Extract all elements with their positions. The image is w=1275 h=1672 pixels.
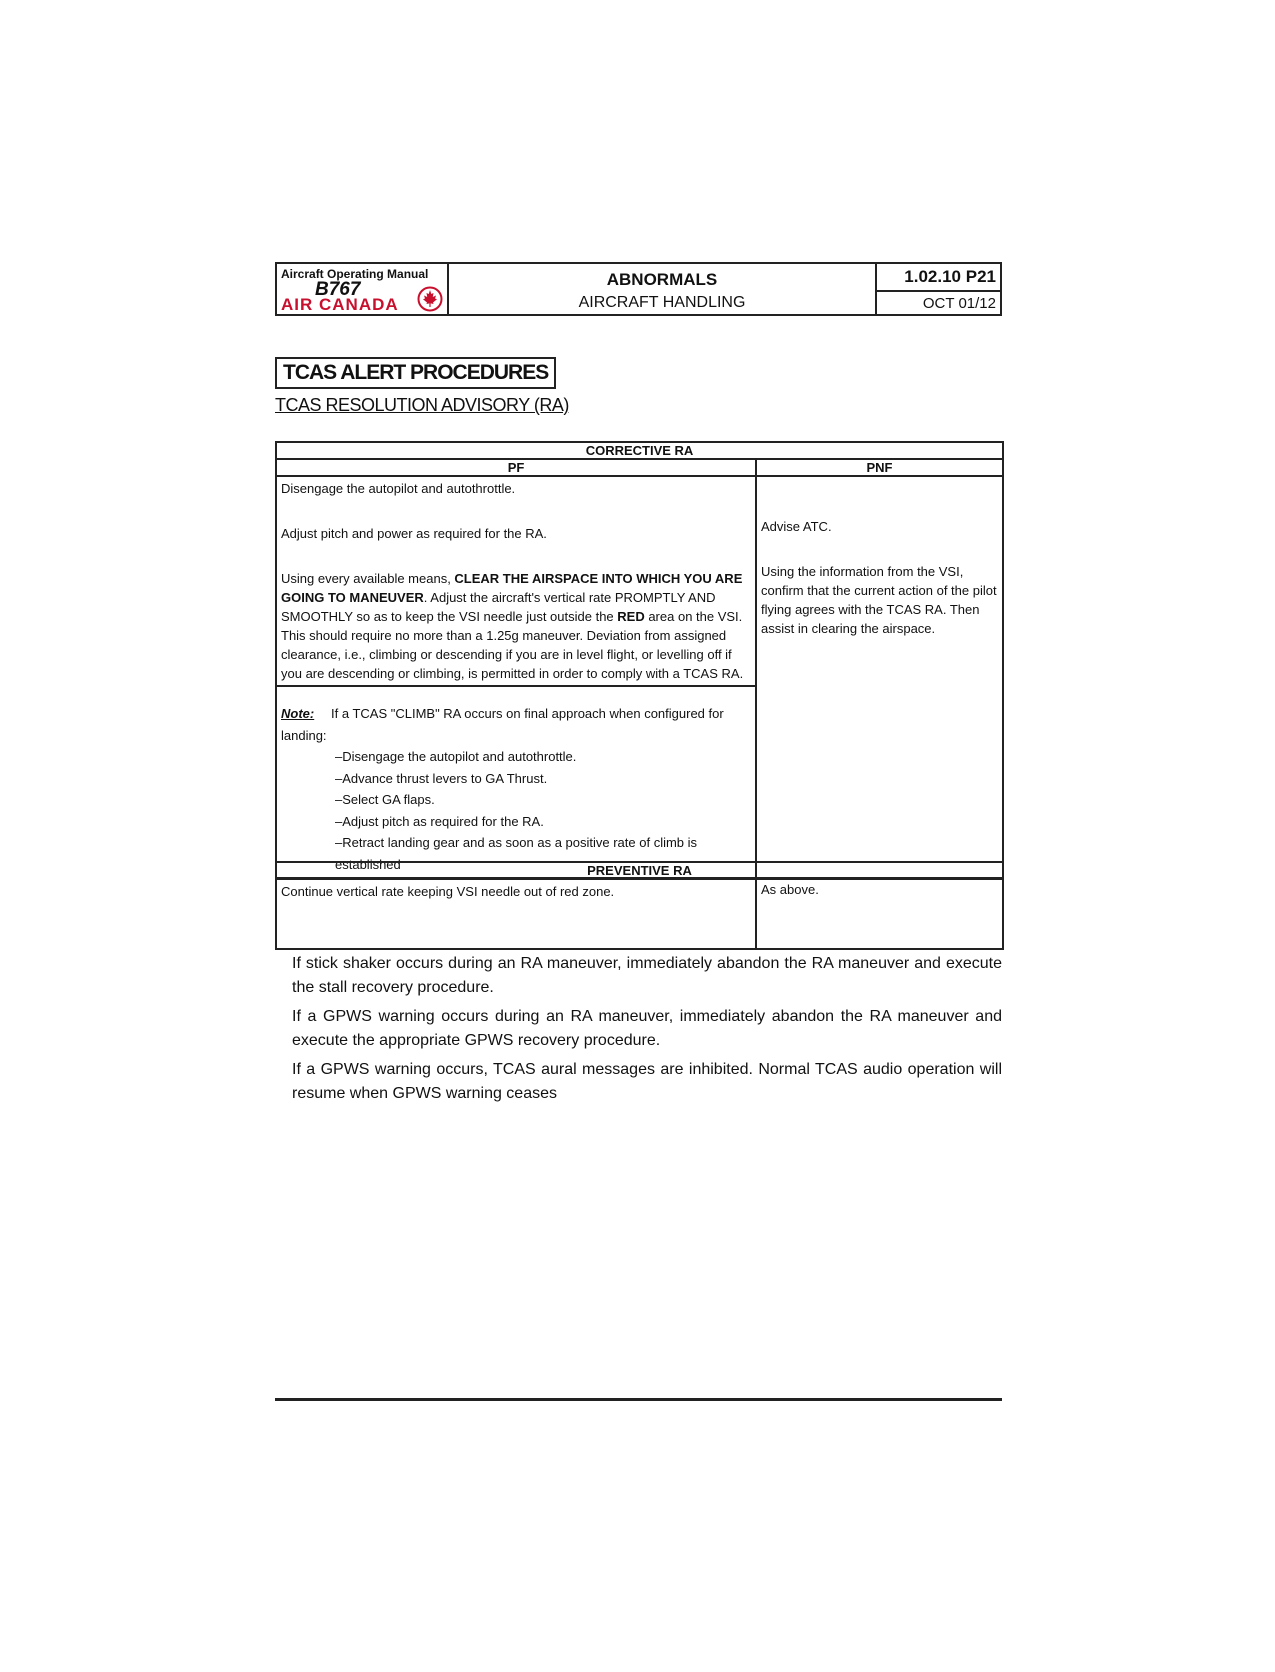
gpws-aural-paragraph: If a GPWS warning occurs, TCAS aural messages are inhibited. Normal TCAS audio operation will resume when GPWS warning ceases <box>292 1061 1002 1102</box>
airline-name: AIR CANADA <box>281 295 399 314</box>
note-label: Note: <box>281 706 315 721</box>
gpws-warning-paragraph: If a GPWS warning occurs during an RA maneuver, immediately abandon the RA maneuver and execute the appropriate GPWS recovery procedure. <box>292 1008 1002 1049</box>
note-intro-line <box>281 703 751 746</box>
stick-shaker-paragraph: If stick shaker occurs during an RA maneuver, immediately abandon the RA maneuver and execute the stall recovery procedure. <box>292 955 1002 996</box>
manual-logo-block <box>277 264 449 314</box>
page-reference: 1.02.10 P21 <box>877 264 1000 292</box>
maple-leaf-icon <box>417 286 443 312</box>
section-title: TCAS ALERT PROCEDURES <box>275 357 556 389</box>
pnf-step-confirm: Using the information from the VSI, confirm that the current action of the pilot flying agrees with the TCAS RA. Then assist in clearing the airspace. <box>761 564 997 636</box>
climb-ra-note <box>276 686 756 878</box>
corrective-ra-table <box>275 441 1004 879</box>
pf-step-disengage: Disengage the autopilot and autothrottle. <box>281 481 516 496</box>
pnf-actions <box>756 476 1003 878</box>
page-header <box>275 262 1002 316</box>
aircraft-model: B767 <box>315 279 361 300</box>
header-ref-block <box>877 264 1000 314</box>
pnf-step-advise: Advise ATC. <box>761 519 832 534</box>
note-item: –Adjust pitch as required for the RA. <box>335 813 544 829</box>
revision-date: OCT 01/12 <box>922 295 996 312</box>
preventive-pnf-action: As above. <box>756 879 1003 949</box>
note-item: –Advance thrust levers to GA Thrust. <box>335 770 548 786</box>
subsection-name: AIRCRAFT HANDLING <box>578 294 746 311</box>
corrective-ra-heading: CORRECTIVE RA <box>276 442 1003 459</box>
preventive-ra-table <box>275 861 1004 950</box>
pf-column-header: PF <box>276 459 756 476</box>
note-item: –Disengage the autopilot and autothrottle. <box>335 749 577 764</box>
pf-step-clear-airspace: Using every available means, CLEAR THE AIRSPACE INTO WHICH YOU ARE GOING TO MANEUVER. Adjust the aircraft's vertical rate PROMPTLY AND SMOOTHLY so as to keep the VSI needle just outside the RED area on the VSI. This should require no more than a 1.25g maneuver. Deviation from assigned clearance, i.e., climbing or descending if you are in level flight, or levelling off if you are descending or climbing, is permitted in order to comply with a TCAS RA. <box>281 571 744 681</box>
note-intro: If a TCAS "CLIMB" RA occurs on final approach when configured for landing: <box>281 706 724 743</box>
section-subtitle: TCAS RESOLUTION ADVISORY (RA) <box>275 395 569 415</box>
section-name: ABNORMALS <box>606 270 718 289</box>
manual-name: Aircraft Operating Manual <box>281 267 429 281</box>
preventive-pf-action: Continue vertical rate keeping VSI needle out of red zone. <box>276 879 756 949</box>
note-item: –Retract landing gear and as soon as a positive rate of climb is established <box>335 835 698 872</box>
pnf-column-header: PNF <box>756 459 1003 476</box>
note-item: –Select GA flaps. <box>335 792 435 807</box>
preventive-ra-heading: PREVENTIVE RA <box>276 862 1003 879</box>
pf-actions <box>276 476 756 686</box>
footer-rule <box>275 1398 1002 1401</box>
header-section-block <box>449 264 877 314</box>
pf-step-adjust: Adjust pitch and power as required for the RA. <box>281 526 547 541</box>
